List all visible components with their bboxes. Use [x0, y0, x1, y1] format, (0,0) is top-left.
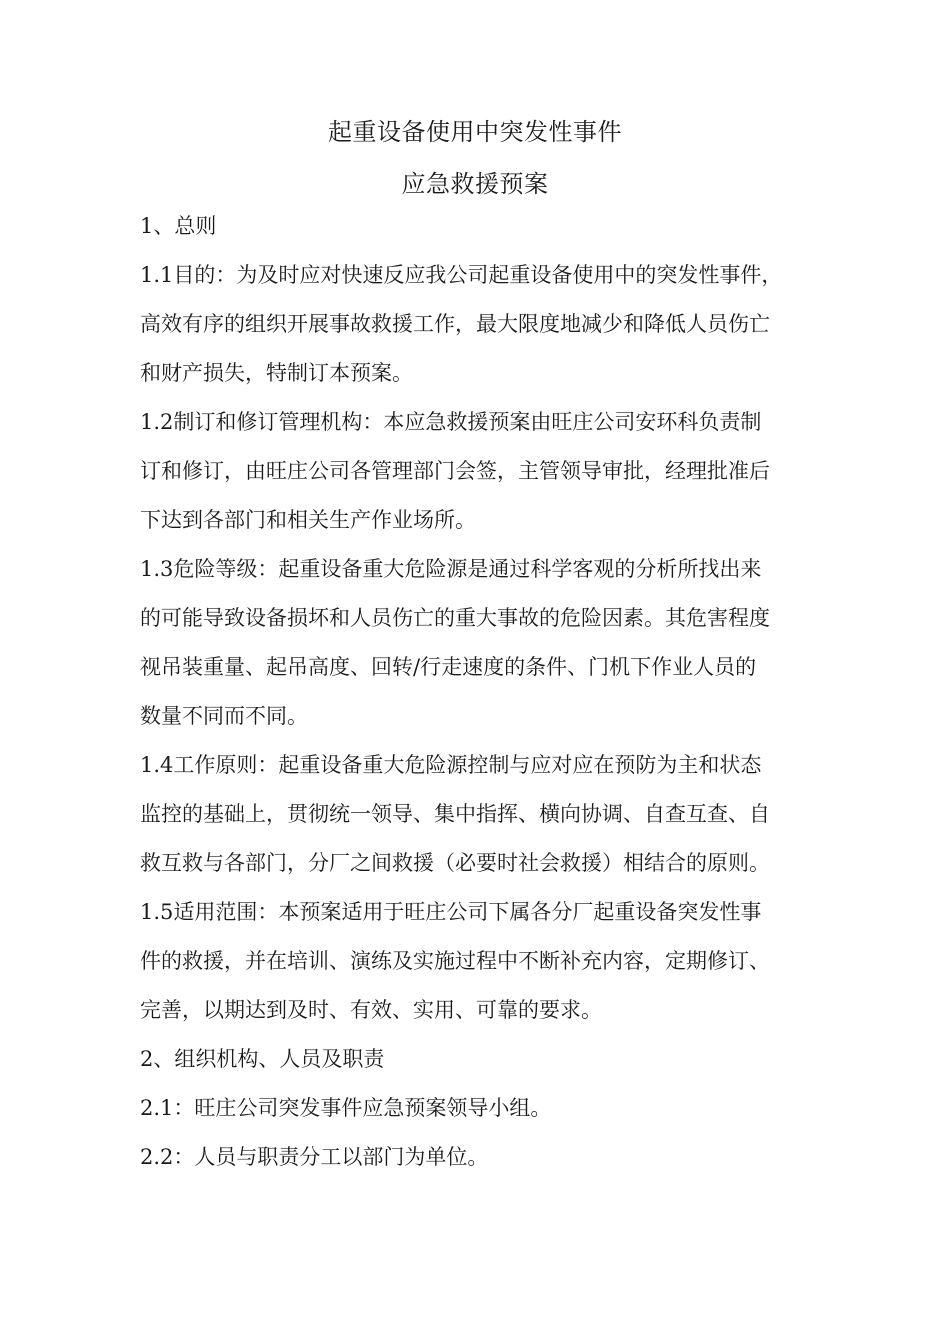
paragraph-line: 和财产损失，特制订本预案。	[140, 361, 413, 385]
paragraph-line: 1.3危险等级：起重设备重大危险源是通过科学客观的分析所找出来	[140, 557, 762, 581]
paragraph-line: 1.1目的：为及时应对快速反应我公司起重设备使用中的突发性事件，	[140, 263, 783, 287]
paragraph-line: 高效有序的组织开展事故救援工作，最大限度地减少和降低人员伤亡	[140, 312, 770, 336]
paragraph-line: 1.2制订和修订管理机构：本应急救援预案由旺庄公司安环科负责制	[140, 410, 762, 434]
document-title-line-1: 起重设备使用中突发性事件	[328, 118, 622, 146]
paragraph-line: 1.5适用范围：本预案适用于旺庄公司下属各分厂起重设备突发性事	[140, 900, 762, 924]
paragraph-line: 订和修订，由旺庄公司各管理部门会签，主管领导审批，经理批准后	[140, 459, 770, 483]
paragraph-line: 完善，以期达到及时、有效、实用、可靠的要求。	[140, 998, 602, 1022]
paragraph-line: 下达到各部门和相关生产作业场所。	[140, 508, 476, 532]
paragraph-line: 的可能导致设备损坏和人员伤亡的重大事故的危险因素。其危害程度	[140, 606, 770, 630]
document-body	[140, 210, 812, 1190]
paragraph-line: 救互救与各部门，分厂之间救援（必要时社会救援）相结合的原则。	[140, 851, 770, 875]
paragraph-line: 视吊装重量、起吊高度、回转/行走速度的条件、门机下作业人员的	[140, 655, 757, 679]
section-heading-general: 1、总则	[140, 214, 217, 238]
paragraph-line: 2.2：人员与职责分工以部门为单位。	[140, 1145, 489, 1169]
paragraph-line: 数量不同而不同。	[140, 704, 308, 728]
paragraph-line: 监控的基础上，贯彻统一领导、集中指挥、横向协调、自查互查、自	[140, 802, 770, 826]
paragraph-line: 2.1：旺庄公司突发事件应急预案领导小组。	[140, 1096, 552, 1120]
paragraph-line: 1.4工作原则：起重设备重大危险源控制与应对应在预防为主和状态	[140, 753, 762, 777]
document-title-line-2: 应急救援预案	[401, 170, 549, 198]
paragraph-line: 件的救援，并在培训、演练及实施过程中不断补充内容，定期修订、	[140, 949, 770, 973]
section-heading-organization: 2、组织机构、人员及职责	[140, 1047, 385, 1071]
